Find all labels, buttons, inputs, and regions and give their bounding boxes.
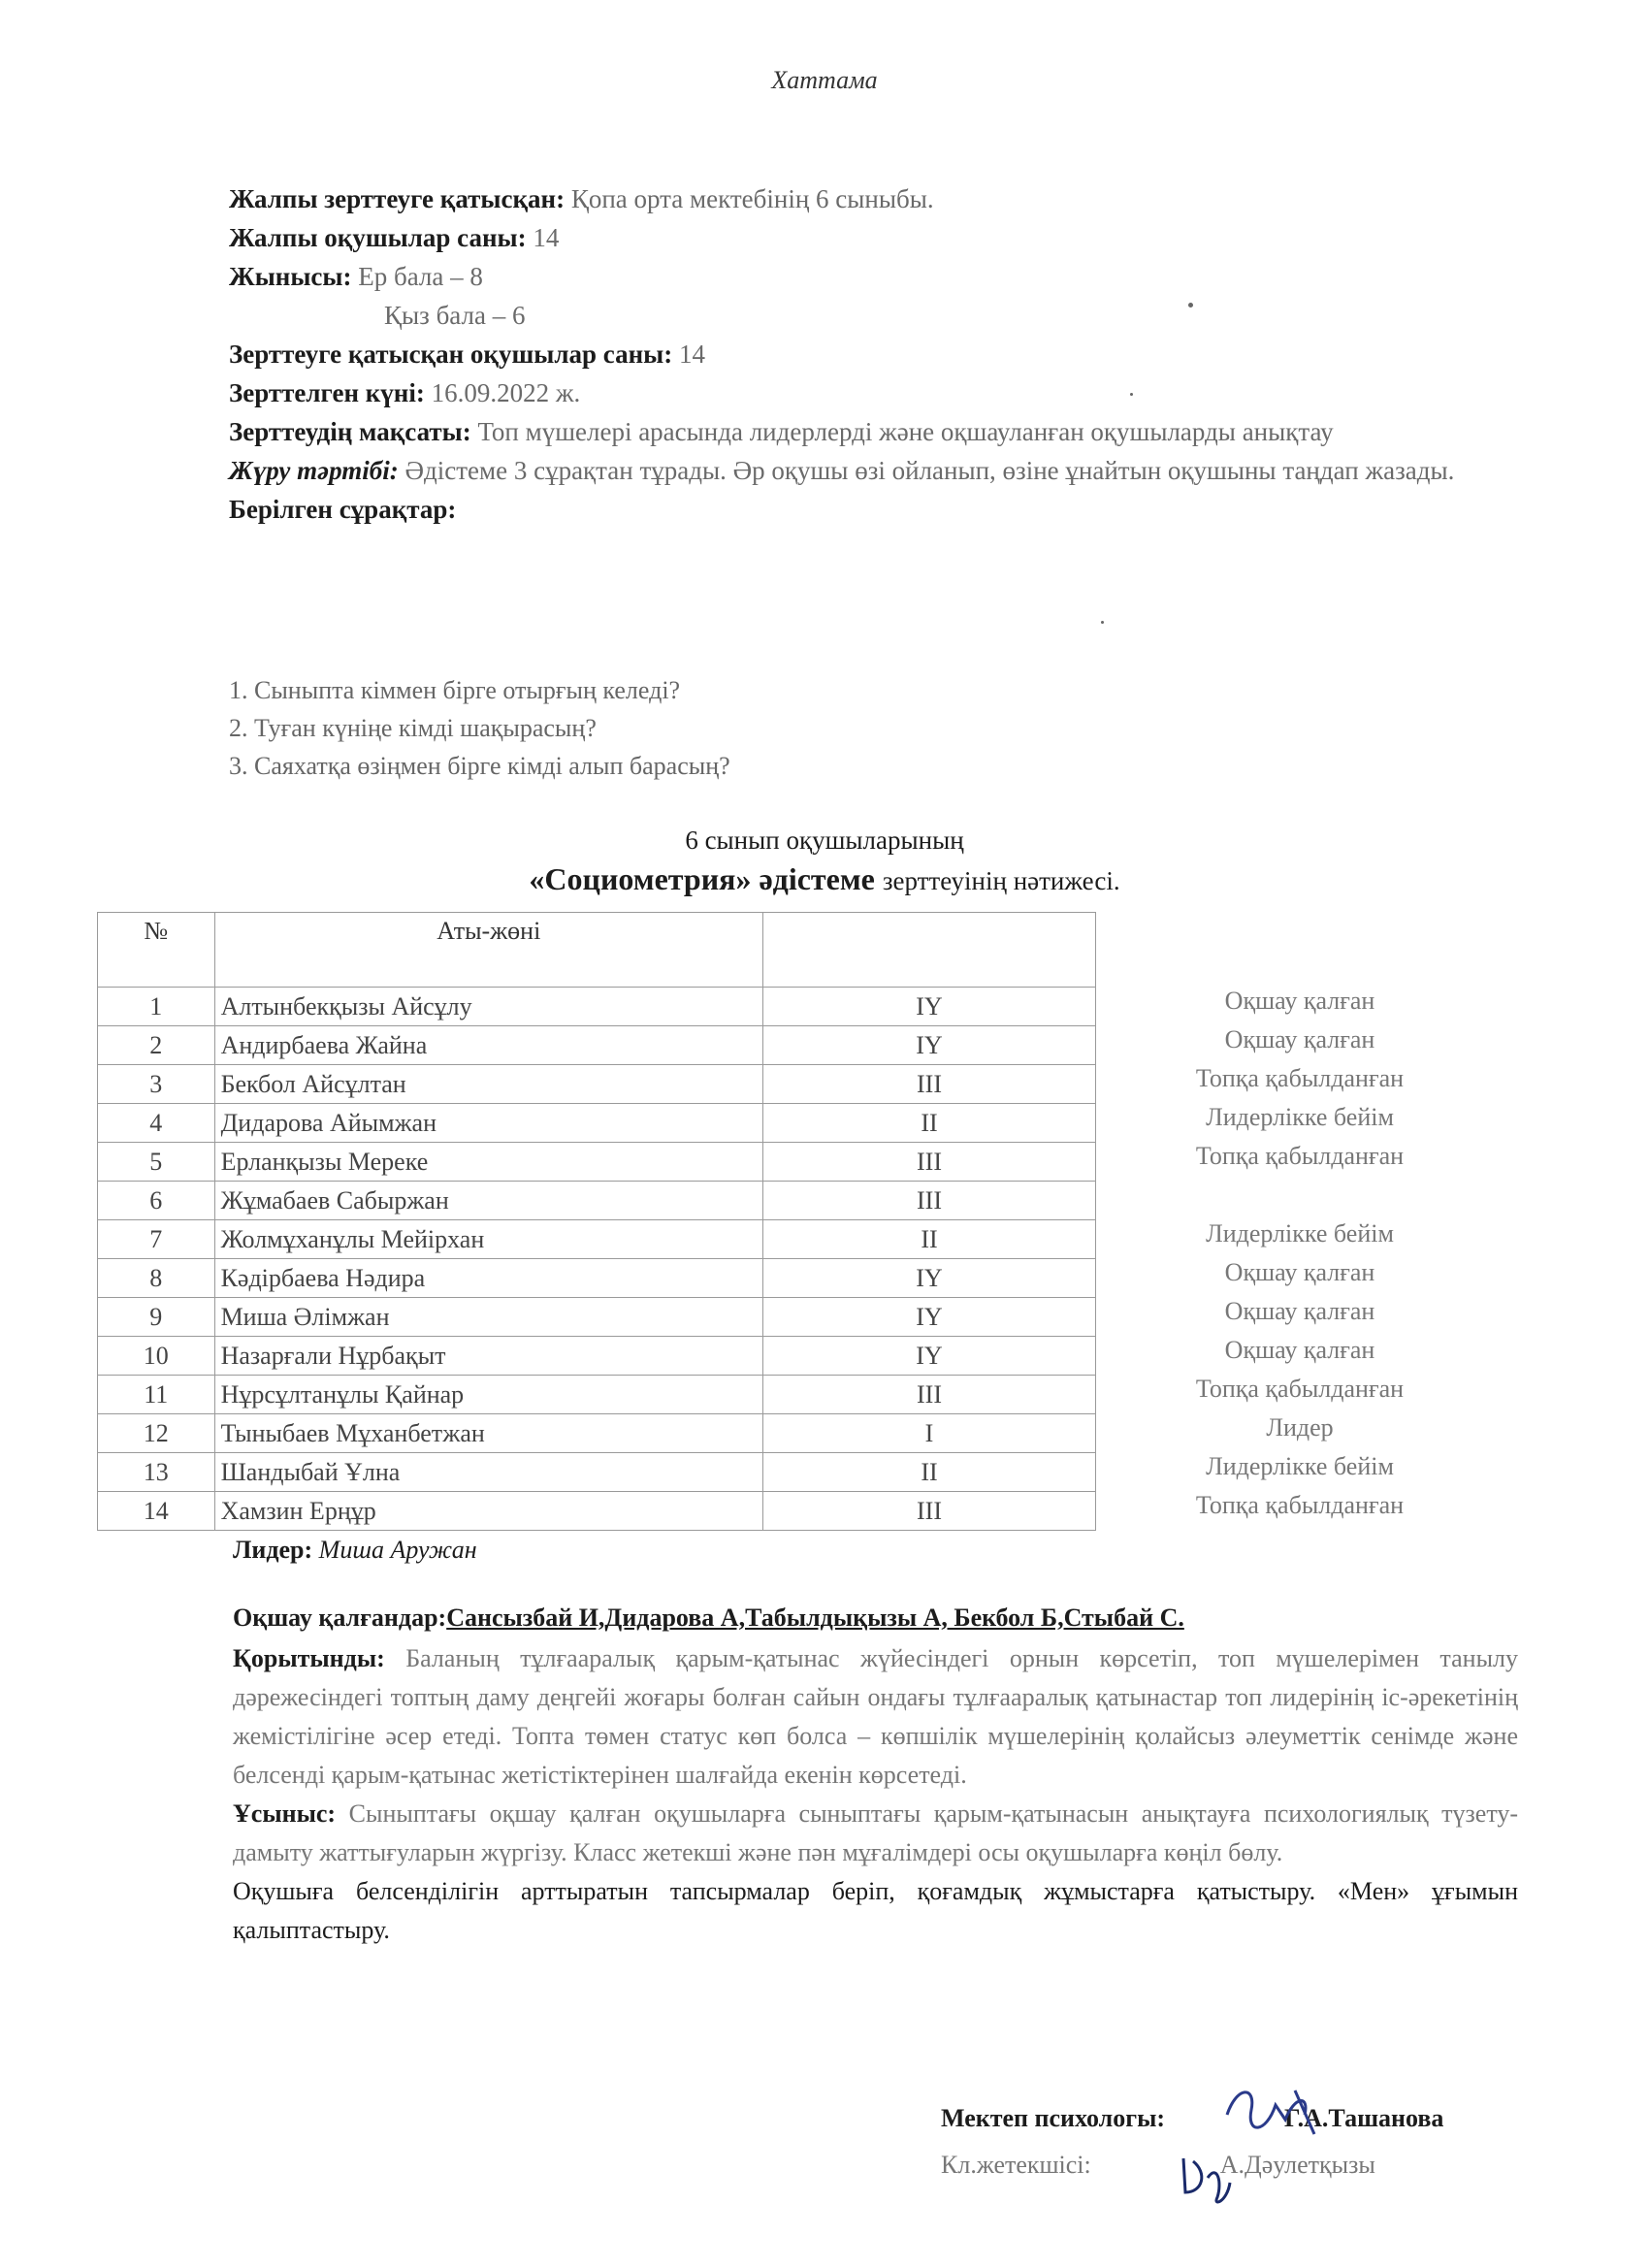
questions-list [229, 671, 1393, 785]
row-number: 14 [98, 1492, 215, 1531]
row-number: 11 [98, 1376, 215, 1414]
gender-label: Жынысы: [229, 262, 352, 291]
row-status: Оқшау қалған [1224, 1336, 1375, 1364]
row-status [1096, 1176, 1504, 1215]
status-column [1096, 912, 1504, 1525]
col-name-header: Аты-жөні [214, 913, 762, 988]
table-row [98, 1414, 1096, 1453]
row-name: Нұрсұлтанұлы Қайнар [214, 1376, 762, 1414]
table-title-line1: 6 сынып оқушыларының [685, 826, 964, 855]
goal-line [229, 412, 1490, 451]
table-row [98, 1104, 1096, 1143]
table-header-row [98, 913, 1096, 988]
row-status: Оқшау қалған [1224, 1025, 1375, 1053]
row-name: Жолмұханұлы Мейірхан [214, 1220, 762, 1259]
row-number: 10 [98, 1337, 215, 1376]
table-row [98, 1182, 1096, 1220]
table-row [98, 1026, 1096, 1065]
row-name: Миша Әлімжан [214, 1298, 762, 1337]
table-title-rest: зерттеуінің нәтижесі. [882, 866, 1120, 895]
participants-line [229, 179, 1490, 218]
advice-paragraph [233, 1795, 1518, 1872]
girls-line [229, 296, 1490, 335]
row-number: 1 [98, 988, 215, 1026]
row-category: III [762, 1492, 1095, 1531]
advice-label: Ұсыныс: [233, 1799, 337, 1828]
row-status: Оқшау қалған [1224, 1258, 1375, 1286]
scan-speck [1101, 621, 1104, 624]
row-number: 3 [98, 1065, 215, 1104]
leader-line [233, 1536, 477, 1565]
leader-value: Миша Аружан [318, 1536, 477, 1564]
table-row [98, 1453, 1096, 1492]
row-status: Оқшау қалған [1224, 1297, 1375, 1325]
advice-text: Сыныптағы оқшау қалған оқушыларға сыныптағы қарым-қатынасын анықтауға психологиялық түзету-дамыту жаттығуларын жүргізу. Класс жетекші және пән мұғалімдері осы оқушыларға көңіл бөлу. [233, 1799, 1519, 1866]
teacher-name: А.Дәулетқызы [1219, 2151, 1375, 2179]
row-number: 5 [98, 1143, 215, 1182]
table-row [98, 1259, 1096, 1298]
table-title [0, 821, 1649, 900]
table-row [98, 1143, 1096, 1182]
result-paragraph [233, 1639, 1518, 1795]
goal-value: Топ мүшелері арасында лидерлерді және оқшауланған оқушыларды анықтау [477, 417, 1334, 446]
row-category: II [762, 1104, 1095, 1143]
questions-label: Берілген сұрақтар: [229, 495, 457, 524]
row-name: Дидарова Айымжан [214, 1104, 762, 1143]
row-status: Лидерлікке бейім [1206, 1103, 1394, 1131]
gender-line [229, 257, 1490, 296]
study-info [229, 179, 1490, 529]
row-name: Шандыбай Ұлна [214, 1453, 762, 1492]
teacher-label: Кл.жетекшісі: [941, 2151, 1091, 2179]
question-item: 3. Саяхатқа өзіңмен бірге кімді алып барасың? [229, 752, 730, 780]
row-category: III [762, 1376, 1095, 1414]
row-category: II [762, 1453, 1095, 1492]
row-status: Лидерлікке бейім [1206, 1452, 1394, 1480]
table-row [98, 988, 1096, 1026]
row-name: Алтынбекқызы Айсұлу [214, 988, 762, 1026]
row-name: Кәдірбаева Нәдира [214, 1259, 762, 1298]
total-label: Жалпы оқушылар саны: [229, 223, 527, 252]
tested-line [229, 335, 1490, 373]
row-name: Жұмабаев Сабыржан [214, 1182, 762, 1220]
col-cat-header [762, 913, 1095, 988]
row-status: Лидерлікке бейім [1206, 1219, 1394, 1247]
row-number: 2 [98, 1026, 215, 1065]
row-status: Топқа қабылданған [1195, 1375, 1405, 1403]
row-status: Топқа қабылданған [1195, 1064, 1405, 1092]
table-row [98, 1220, 1096, 1259]
tested-label: Зерттеуге қатысқан оқушылар саны: [229, 340, 673, 369]
boys-count: Ер бала – 8 [358, 262, 483, 291]
results-table [97, 912, 1096, 1531]
extra-paragraph: Оқушыға белсенділігін арттыратын тапсырмалар беріп, қоғамдық жұмыстарға қатыстыру. «Мен» ұғымын қалыптастыру. [233, 1877, 1518, 1944]
date-label: Зерттелген күні: [229, 378, 425, 407]
table-title-line2 [0, 859, 1649, 900]
row-status: Оқшау қалған [1224, 987, 1375, 1015]
row-name: Ерланқызы Мереке [214, 1143, 762, 1182]
procedure-line [229, 451, 1490, 490]
table-row [98, 1298, 1096, 1337]
table-row [98, 1065, 1096, 1104]
row-number: 12 [98, 1414, 215, 1453]
questions-heading-line [229, 490, 1490, 529]
conclusion-block [233, 1599, 1518, 1950]
row-number: 4 [98, 1104, 215, 1143]
row-number: 7 [98, 1220, 215, 1259]
row-category: III [762, 1182, 1095, 1220]
isolated-line [233, 1599, 1518, 1637]
table-title-bold: «Социометрия» әдістеме [529, 861, 875, 896]
row-status: Топқа қабылданған [1195, 1491, 1405, 1519]
date-value: 16.09.2022 ж. [431, 378, 581, 407]
document-title: Хаттама [771, 66, 878, 94]
row-category: IY [762, 1259, 1095, 1298]
total-line [229, 218, 1490, 257]
question-item: 1. Сыныпта кіммен бірге отырғың келеді? [229, 676, 681, 704]
col-num-header: № [98, 913, 215, 988]
leader-label: Лидер: [233, 1536, 313, 1564]
row-category: IY [762, 1026, 1095, 1065]
result-text: Баланың тұлғааралық қарым-қатынас жүйесіндегі орнын көрсетіп, топ мүшелерімен танылу дәрежесіндегі топтың даму деңгейі жоғары болған сайын ондағы тұлғааралық қатынастар топ лидерінің іс-әрекетінің жемістілігіне әсер етеді. Топта төмен статус көп болса – көпшілік мүшелерінің қолайсыз әлеуметтік сенімде және белсенді қарым-қатынас жетістіктерінен шалғайда екенін көрсетеді. [233, 1644, 1519, 1789]
total-value: 14 [533, 223, 560, 252]
goal-label: Зерттеудің мақсаты: [229, 417, 471, 446]
scan-speck [1130, 393, 1133, 396]
psych-label: Мектеп психологы: [941, 2104, 1166, 2132]
table-row [98, 1337, 1096, 1376]
psychologist-signature-icon [1217, 2076, 1334, 2144]
row-category: IY [762, 1298, 1095, 1337]
row-status: Лидер [1266, 1413, 1334, 1442]
procedure-value: Әдістеме 3 сұрақтан тұрады. Әр оқушы өзі ойланып, өзіне ұнайтын оқушыны таңдап жазады. [404, 456, 1455, 485]
row-category: IY [762, 1337, 1095, 1376]
row-number: 6 [98, 1182, 215, 1220]
row-name: Тыныбаев Мұханбетжан [214, 1414, 762, 1453]
row-category: III [762, 1143, 1095, 1182]
row-category: II [762, 1220, 1095, 1259]
row-category: IY [762, 988, 1095, 1026]
psych-name: Г.А.Ташанова [1284, 2104, 1444, 2132]
scan-speck [1188, 303, 1193, 308]
participants-value: Қопа орта мектебінің 6 сыныбы. [570, 184, 934, 213]
table-row [98, 1376, 1096, 1414]
row-number: 9 [98, 1298, 215, 1337]
row-name: Хамзин Ерңұр [214, 1492, 762, 1531]
table-row [98, 1492, 1096, 1531]
row-number: 8 [98, 1259, 215, 1298]
isolated-label: Оқшау қалғандар: [233, 1604, 447, 1632]
girls-count: Қыз бала – 6 [384, 301, 526, 330]
row-name: Назарғали Нұрбақыт [214, 1337, 762, 1376]
date-line [229, 373, 1490, 412]
row-name: Бекбол Айсұлтан [214, 1065, 762, 1104]
participants-label: Жалпы зерттеуге қатысқан: [229, 184, 566, 213]
teacher-signature-icon [1174, 2144, 1242, 2212]
procedure-label: Жүру тәртібі: [229, 456, 399, 485]
row-status: Топқа қабылданған [1195, 1142, 1405, 1170]
result-label: Қорытынды: [233, 1644, 385, 1672]
isolated-value: Сансызбай И,Дидарова А,Табылдықызы А, Бекбол Б,Стыбай С. [446, 1604, 1184, 1632]
row-name: Андирбаева Жайна [214, 1026, 762, 1065]
question-item: 2. Туған күніңе кімді шақырасың? [229, 714, 597, 742]
row-category: I [762, 1414, 1095, 1453]
row-category: III [762, 1065, 1095, 1104]
row-number: 13 [98, 1453, 215, 1492]
tested-value: 14 [678, 340, 705, 369]
